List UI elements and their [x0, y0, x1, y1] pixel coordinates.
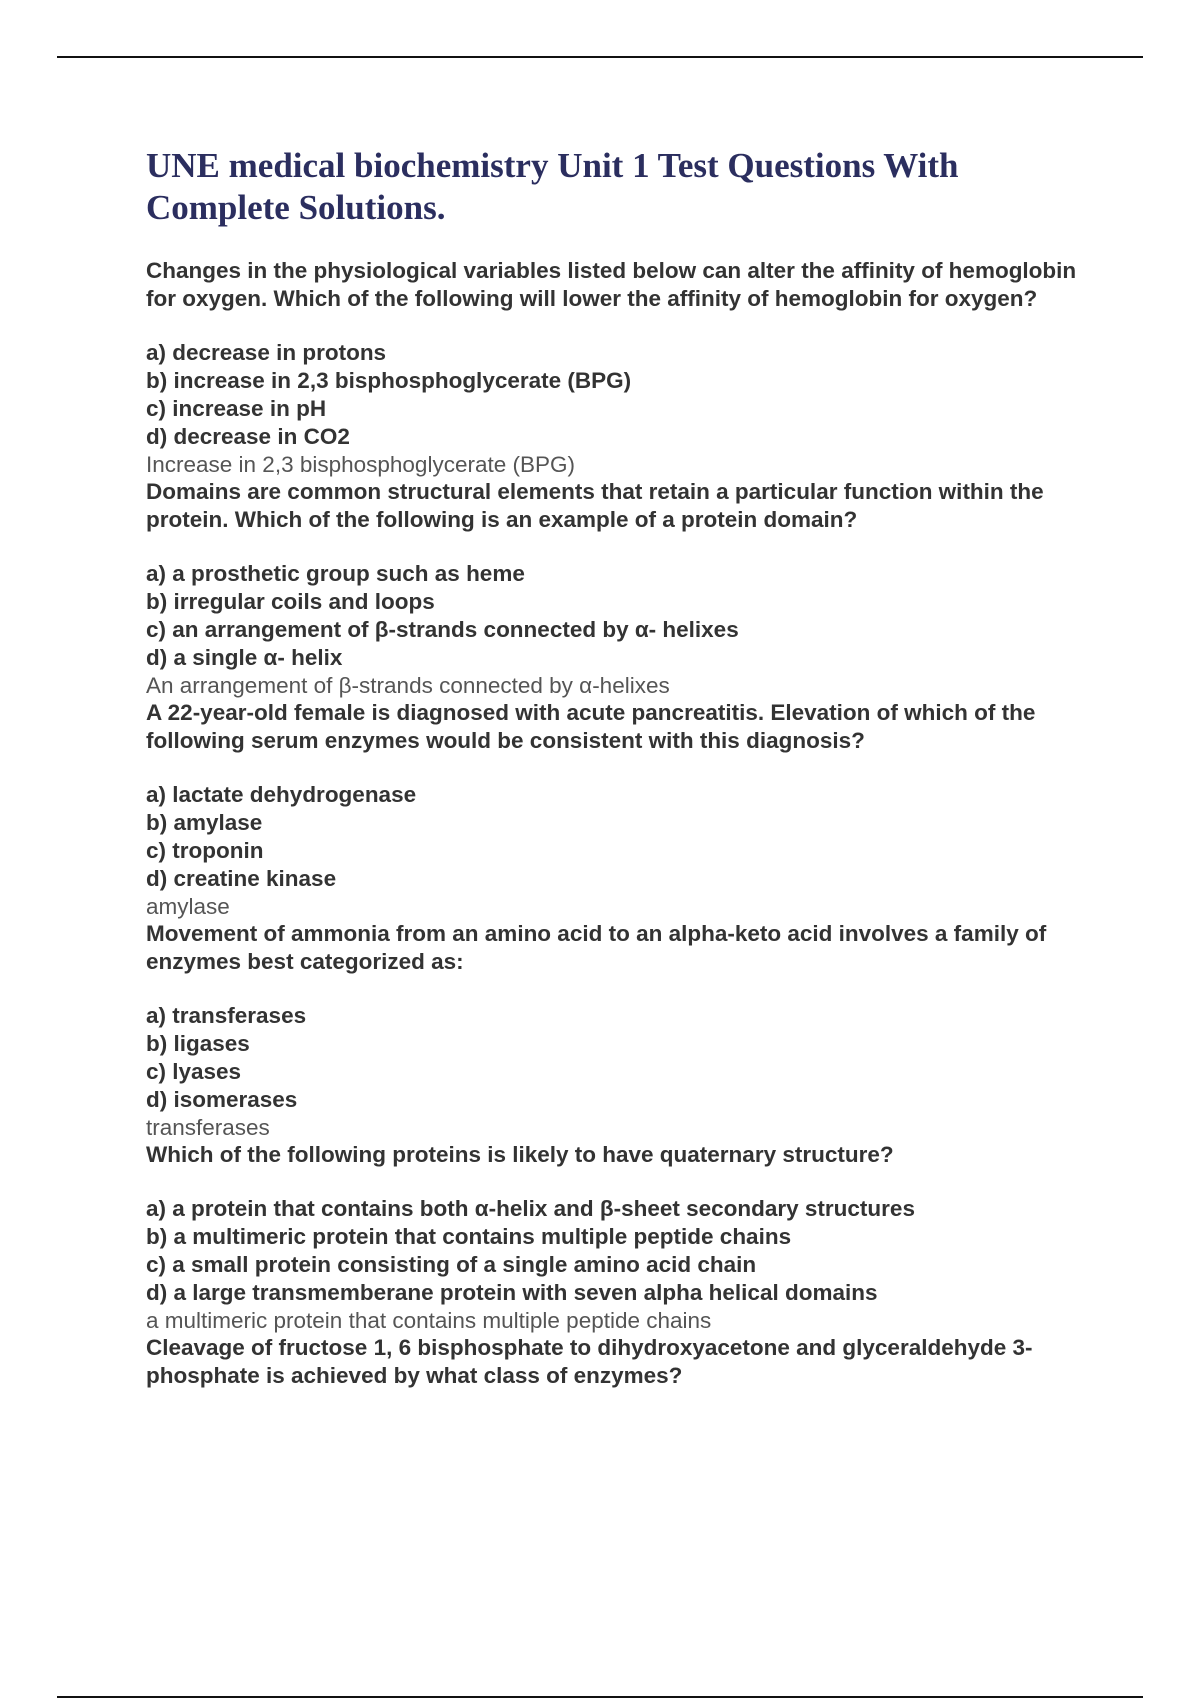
question-block — [146, 257, 1106, 478]
option-c: c) a small protein consisting of a single amino acid chain — [146, 1252, 757, 1277]
options-list — [146, 339, 1106, 451]
option-b: b) increase in 2,3 bisphosphoglycerate (BPG) — [146, 368, 632, 393]
option-d: d) a large transmemberane protein with seven alpha helical domains — [146, 1280, 878, 1305]
options-list — [146, 560, 1106, 672]
option-c: c) troponin — [146, 838, 264, 863]
question-text: Domains are common structural elements that retain a particular function within the protein. Which of the following is an example of a protein domain? — [146, 479, 1044, 532]
option-b: b) irregular coils and loops — [146, 589, 435, 614]
option-d: d) isomerases — [146, 1087, 298, 1112]
answer-text: a multimeric protein that contains multiple peptide chains — [146, 1308, 712, 1333]
title-line-2: Complete Solutions. — [146, 188, 446, 227]
option-b: b) amylase — [146, 810, 263, 835]
option-d: d) decrease in CO2 — [146, 424, 350, 449]
answer-text: Increase in 2,3 bisphosphoglycerate (BPG) — [146, 452, 575, 477]
option-d: d) a single α- helix — [146, 645, 343, 670]
top-rule — [57, 56, 1143, 58]
question-text: Movement of ammonia from an amino acid to an alpha-keto acid involves a family of enzymes best categorized as: — [146, 921, 1047, 974]
document-body — [146, 145, 1106, 1390]
options-list — [146, 781, 1106, 893]
answer-text: An arrangement of β-strands connected by α-helixes — [146, 673, 670, 698]
option-b: b) ligases — [146, 1031, 250, 1056]
answer-text: amylase — [146, 894, 230, 919]
question-text: Changes in the physiological variables listed below can alter the affinity of hemoglobin for oxygen. Which of the following will lower the affinity of hemoglobin for oxygen? — [146, 258, 1077, 311]
question-text: A 22-year-old female is diagnosed with acute pancreatitis. Elevation of which of the following serum enzymes would be consistent with this diagnosis? — [146, 700, 1036, 753]
options-list — [146, 1002, 1106, 1114]
option-a: a) lactate dehydrogenase — [146, 782, 417, 807]
option-d: d) creatine kinase — [146, 866, 337, 891]
question-block — [146, 920, 1106, 1141]
question-text: Which of the following proteins is likely to have quaternary structure? — [146, 1142, 894, 1167]
title-line-1: UNE medical biochemistry Unit 1 Test Questions With — [146, 146, 959, 185]
option-a: a) a protein that contains both α-helix and β-sheet secondary structures — [146, 1196, 915, 1221]
answer-text: transferases — [146, 1115, 270, 1140]
options-list — [146, 1195, 1106, 1307]
bottom-rule — [57, 1696, 1143, 1698]
question-block — [146, 478, 1106, 699]
document-title — [146, 145, 1106, 229]
option-c: c) an arrangement of β-strands connected by α- helixes — [146, 617, 739, 642]
option-c: c) lyases — [146, 1059, 242, 1084]
question-list — [146, 257, 1106, 1390]
question-block — [146, 1141, 1106, 1334]
option-a: a) decrease in protons — [146, 340, 387, 365]
question-block — [146, 699, 1106, 920]
question-text: Cleavage of fructose 1, 6 bisphosphate to dihydroxyacetone and glyceraldehyde 3-phosphate is achieved by what class of enzymes? — [146, 1335, 1033, 1388]
option-a: a) a prosthetic group such as heme — [146, 561, 525, 586]
option-b: b) a multimeric protein that contains multiple peptide chains — [146, 1224, 792, 1249]
question-block — [146, 1334, 1106, 1390]
option-a: a) transferases — [146, 1003, 307, 1028]
option-c: c) increase in pH — [146, 396, 327, 421]
